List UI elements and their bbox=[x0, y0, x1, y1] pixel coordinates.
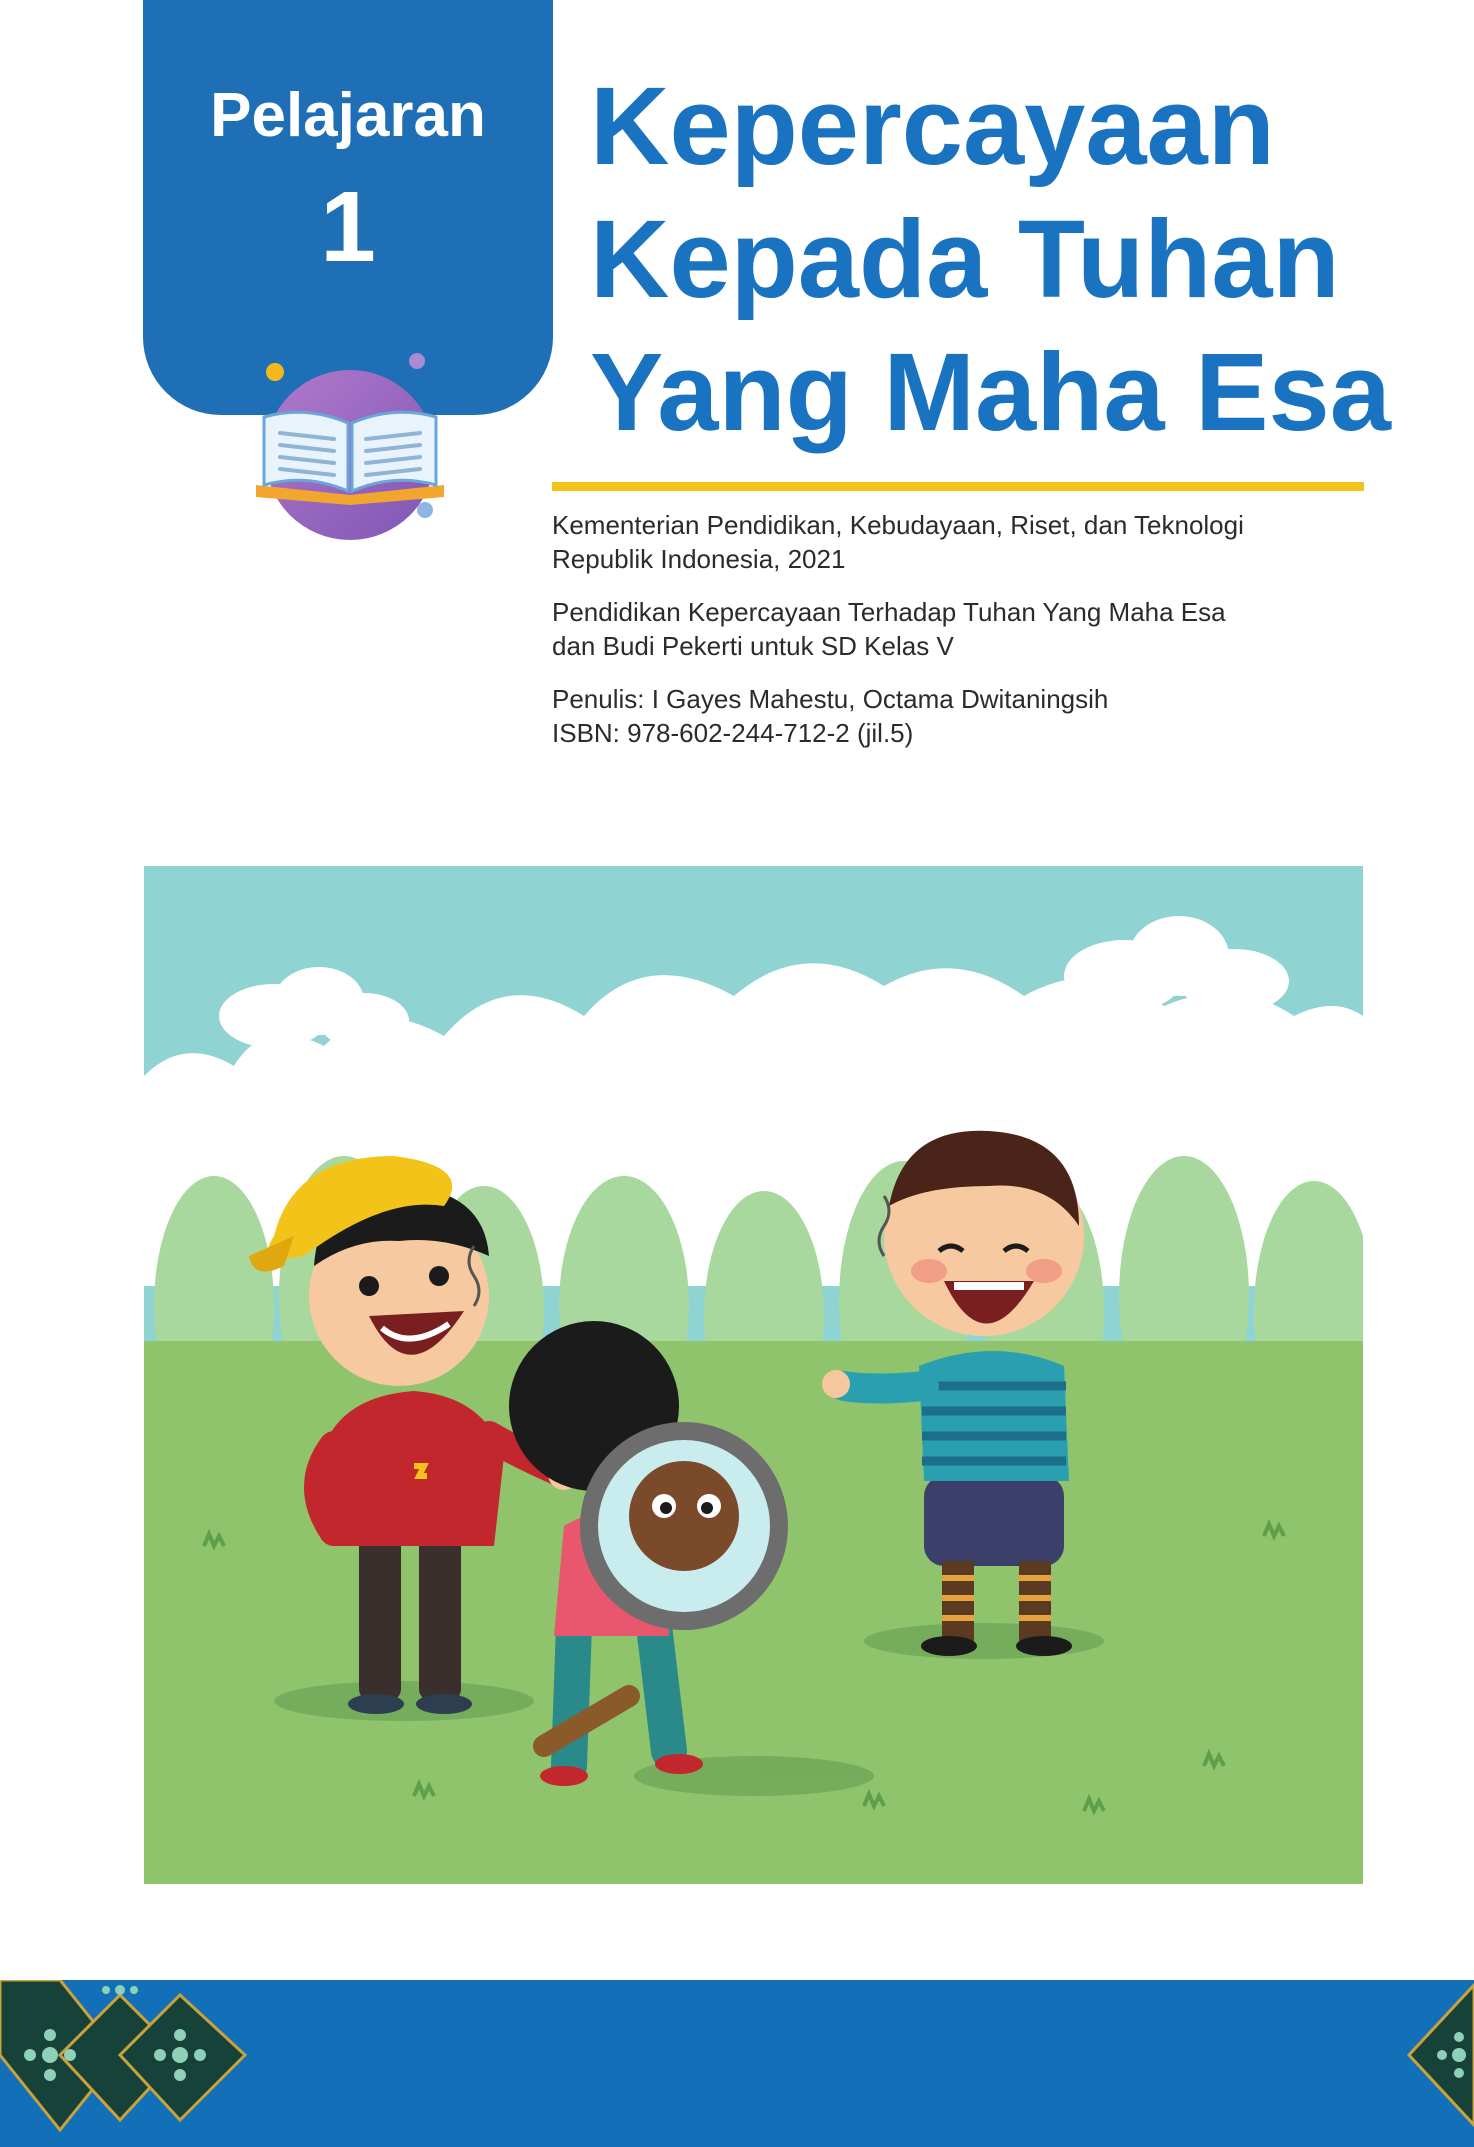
title-line-3: Yang Maha Esa bbox=[590, 331, 1391, 454]
batik-ornament-left bbox=[0, 1980, 260, 2147]
title-line-1: Kepercayaan bbox=[590, 65, 1275, 188]
lesson-number: 1 bbox=[320, 171, 376, 283]
title-divider bbox=[552, 482, 1364, 491]
publication-info bbox=[552, 508, 1412, 769]
chapter-title bbox=[590, 60, 1450, 459]
children-illustration bbox=[144, 866, 1363, 1884]
title-line-2: Kepada Tuhan bbox=[590, 198, 1340, 321]
open-book-icon bbox=[250, 345, 450, 545]
book-title-info: Pendidikan Kepercayaan Terhadap Tuhan Yang Maha Esa dan Budi Pekerti untuk SD Kelas V bbox=[552, 597, 1226, 661]
author-isbn-info: Penulis: I Gayes Mahestu, Octama Dwitaningsih ISBN: 978-602-244-712-2 (jil.5) bbox=[552, 684, 1109, 748]
lesson-label: Pelajaran bbox=[210, 81, 486, 150]
batik-ornament-right bbox=[1404, 1980, 1474, 2147]
publisher-info: Kementerian Pendidikan, Kebudayaan, Riset, dan Teknologi Republik Indonesia, 2021 bbox=[552, 510, 1244, 574]
